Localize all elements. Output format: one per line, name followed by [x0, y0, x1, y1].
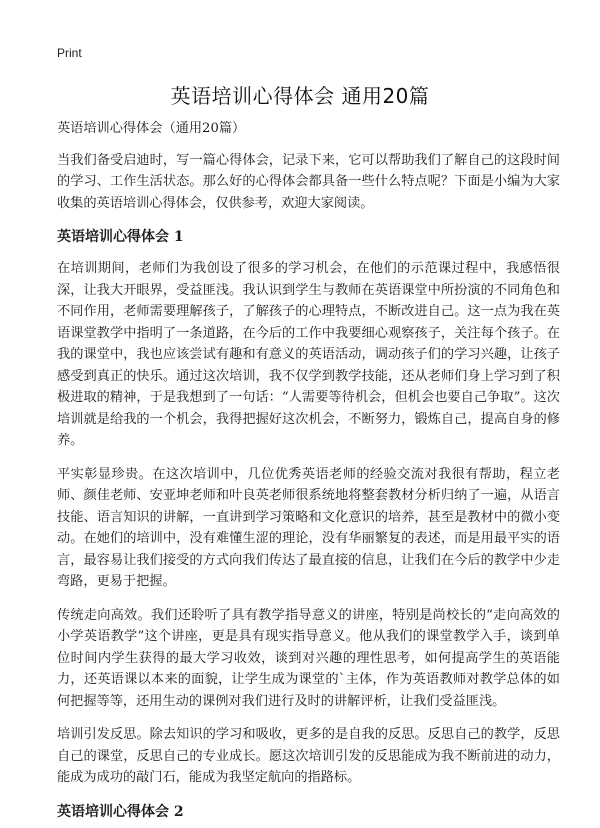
- article-subtitle: 英语培训心得体会（通用20篇）: [57, 121, 246, 136]
- print-link[interactable]: Print: [57, 46, 82, 60]
- section-1-paragraph-4: 培训引发反思。除去知识的学习和吸收，更多的是自我的反思。反思自己的教学，反思自己的课堂，反思自己的专业成长。愿这次培训引发的反思能成为我不断前进的动力，能成为成功的敲门石，能成为我坚定航向的指路标。: [57, 727, 560, 785]
- article-body: [57, 118, 560, 828]
- page-title: 英语培训心得体会 通用20篇: [170, 84, 430, 108]
- section-heading-2: 英语培训心得体会 2: [57, 803, 184, 820]
- intro-paragraph: 当我们备受启迪时，写一篇心得体会，记录下来，它可以帮助我们了解自己的这段时间的学习、工作生活状态。那么好的心得体会都具备一些什么特点呢？下面是小编为大家收集的英语培训心得体会，仅供参考，欢迎大家阅读。: [57, 152, 560, 211]
- section-1-paragraph-3: 传统走向高效。我们还聆听了具有教学指导意义的讲座，特别是尚校长的“走向高效的小学英语教学”这个讲座，更是具有现实指导意义。他从我们的课堂教学入手，谈到单位时间内学生获得的最大学习收效，谈到对兴趣的理性思考，如何提高学生的英语能力，还英语课以本来的面貌，让学生成为课堂的`主体，作为英语教师对教学总体的如何把握等等，还用生动的课例对我们进行及时的讲解评析，让我们受益匪浅。: [57, 607, 560, 709]
- section-1-paragraph-1: 在培训期间，老师们为我创设了很多的学习机会，在他们的示范课过程中，我感悟很深，让我大开眼界，受益匪浅。我认识到学生与教师在英语课堂中所扮演的不同角色和不同作用，老师需要理解孩子，了解孩子的心理特点，不断改进自己。这一点为我在英语课堂教学中指明了一条道路，在今后的工作中我要细心观察孩子，关注每个孩子。在我的课堂中，我也应该尝试有趣和有意义的英语活动，调动孩子们的学习兴趣，让孩子感受到真正的快乐。通过这次培训，我不仅学到教学技能，还从老师们身上学习到了积极进取的精神，于是我想到了一句话：“人需要等待机会，但机会也要自己争取”。这次培训就是给我的一个机会，我得把握好这次机会，不断努力，锻炼自己，提高自身的修养。: [57, 261, 560, 448]
- section-heading-1: 英语培训心得体会 1: [57, 229, 184, 245]
- section-1-paragraph-2: 平实彰显珍贵。在这次培训中，几位优秀英语老师的经验交流对我很有帮助，程立老师、颜佳老师、安亚坤老师和叶良英老师很系统地将整套教材分析归纳了一遍，从语言技能、语言知识的讲解，一直讲到学习策略和文化意识的培养，甚至是教材中的微小变动。在她们的培训中，没有难懂生涩的理论，没有华丽繁复的表述，而是用最平实的语言，最容易让我们接受的方式向我们传达了最直接的信息，让我们在今后的教学中少走弯路，更易于把握。: [57, 466, 560, 589]
